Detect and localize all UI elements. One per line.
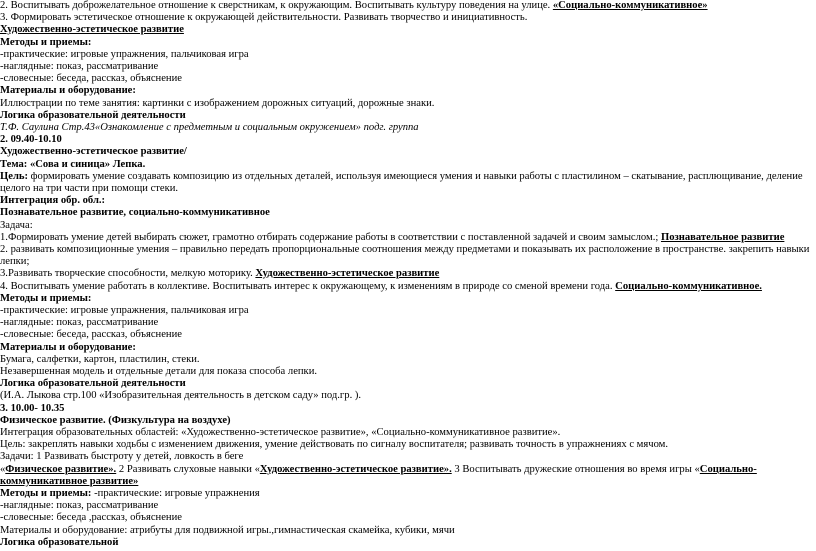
body-text: Незавершенная модель и отдельные детали для показа способа лепки. (0, 366, 318, 377)
text-line (0, 390, 816, 402)
body-text: Материалы и оборудование: атрибуты для подвижной игры.,гимнастическая скамейка, кубики, мячи (0, 525, 455, 536)
bold-text: Материалы и оборудование: (0, 85, 136, 96)
text-line (0, 171, 816, 183)
body-text: 4. Воспитывать умение работать в коллективе. Воспитывать интерес к окружающему, к изменениям в природе со сменой времени года. (0, 281, 616, 292)
text-line (0, 183, 816, 195)
text-line (0, 37, 816, 49)
bold-text: Цель: (0, 171, 29, 182)
text-line (0, 207, 816, 219)
underlined-bold-text: Познавательное развитие (660, 232, 785, 243)
text-line (0, 146, 816, 158)
text-line (0, 256, 816, 268)
text-line (0, 73, 816, 85)
text-line (0, 305, 816, 317)
body-text: -практические: игровые упражнения, пальчиковая игра (0, 305, 249, 316)
body-text: Задача: (0, 220, 33, 231)
text-line (0, 464, 816, 476)
body-text: Интеграция образовательных областей: «Художественно-эстетическое развитие», «Социально-коммуникативное развитие». (0, 427, 561, 438)
bold-text: Материалы и оборудование: (0, 342, 136, 353)
text-line (0, 537, 816, 549)
body-text: -наглядные: показ, рассматривание (0, 61, 159, 72)
text-line (0, 281, 816, 293)
body-text: Иллюстрации по теме занятия: картинки с изображением дорожных ситуаций, дорожные знаки. (0, 98, 435, 109)
body-text: формировать умение создавать композицию из отдельных деталей, используя имеющиеся умения и навыки работы с пластилином – скатывание, расплющивание, деление (28, 171, 803, 182)
text-line (0, 98, 816, 110)
text-line (0, 122, 816, 134)
body-text: -практические: игровые упражнения (91, 488, 260, 499)
body-text: « (0, 464, 6, 475)
underlined-bold-text: коммуникативное развитие» (0, 476, 139, 487)
text-line (0, 232, 816, 244)
text-line (0, 0, 816, 12)
text-line (0, 403, 816, 415)
bold-text: Методы и приемы: (0, 293, 92, 304)
bold-text: Логика образовательной деятельности (0, 378, 186, 389)
text-line (0, 49, 816, 61)
body-text: -словесные: беседа, рассказ, объяснение (0, 73, 182, 84)
bold-text: 3. 10.00- 10.35 (0, 403, 65, 414)
text-line (0, 268, 816, 280)
text-line (0, 378, 816, 390)
body-text: 2. развивать композиционные умения – правильно передать пропорциональные соотношения между предметами и показывать их расположение в пространстве. закрепить навыки (0, 244, 810, 255)
bold-text: Художественно-эстетическое развитие/ (0, 146, 187, 157)
text-line (0, 159, 816, 171)
body-text: Цель: закреплять навыки ходьбы с изменением движения, умение действовать по сигналу воспитателя; развивать точность в упражнениях с мячом. (0, 439, 669, 450)
text-line (0, 293, 816, 305)
text-line (0, 525, 816, 537)
bold-text: Логика образовательной (0, 537, 119, 548)
text-line (0, 476, 816, 488)
underlined-bold-text: Художественно-эстетическое развитие (255, 268, 440, 279)
text-line (0, 61, 816, 73)
underlined-bold-text: Социально-коммуникативное. (615, 281, 762, 292)
body-text: -словесные: беседа, рассказ, объяснение (0, 329, 182, 340)
text-line (0, 366, 816, 378)
underlined-bold-text: Физическое развитие». (5, 464, 117, 475)
text-line (0, 134, 816, 146)
text-line (0, 195, 816, 207)
underlined-bold-text: Социально- (699, 464, 757, 475)
body-text: Задачи: 1 Развивать быстроту у детей, ловкость в беге (0, 451, 244, 462)
body-text: -словесные: беседа ,рассказ, объяснение (0, 512, 182, 523)
text-line (0, 342, 816, 354)
bold-text: Тема: «Сова и синица» Лепка. (0, 159, 146, 170)
bold-text: 2. 09.40-10.10 (0, 134, 62, 145)
body-text: 3.Развивать творческие способности, мелкую моторику. (0, 268, 256, 279)
text-line (0, 415, 816, 427)
body-text: 2. Воспитывать доброжелательное отношение к сверстникам, к окружающим. Воспитывать культуру поведения на улице. (0, 0, 553, 11)
text-line (0, 220, 816, 232)
bold-text: Физическое развитие. (Физкультура на воздухе) (0, 415, 231, 426)
body-text: 3. Формировать эстетическое отношение к окружающей действительности. Развивать творчество и инициативность. (0, 12, 528, 23)
text-line (0, 329, 816, 341)
body-text: -наглядные: показ, рассматривание (0, 500, 159, 511)
text-line (0, 317, 816, 329)
body-text: -практические: игровые упражнения, пальчиковая игра (0, 49, 249, 60)
text-line (0, 24, 816, 36)
body-text: 1.Формировать умение детей выбирать сюжет, грамотно отбирать содержание работы в соответствии с поставленной задачей и своим замыслом.; (0, 232, 661, 243)
text-line (0, 12, 816, 24)
bold-text: Методы и приемы: (0, 488, 92, 499)
text-line (0, 244, 816, 256)
body-text: лепки; (0, 256, 30, 267)
bold-text: Логика образовательной деятельности (0, 110, 186, 121)
underlined-bold-text: Художественно-эстетическое развитие (0, 24, 184, 35)
text-line (0, 500, 816, 512)
text-line (0, 110, 816, 122)
body-text: 3 Воспитывать дружеские отношения во время игры « (451, 464, 700, 475)
bold-text: Методы и приемы: (0, 37, 92, 48)
bold-text: Познавательное развитие, социально-коммуникативное (0, 207, 270, 218)
bold-text: Интеграция обр. обл.: (0, 195, 106, 206)
text-line (0, 427, 816, 439)
body-text: целого на три части при помощи стеки. (0, 183, 179, 194)
body-text: 2 Развивать слуховые навыки « (116, 464, 260, 475)
text-line (0, 512, 816, 524)
body-text: -наглядные: показ, рассматривание (0, 317, 159, 328)
italic-text: Т.Ф. Саулина Стр.43«Ознакомление с предметным и социальным окружением» подг. группа (0, 122, 419, 133)
underlined-bold-text: Художественно-эстетическое развитие». (259, 464, 452, 475)
text-line (0, 451, 816, 463)
text-line (0, 85, 816, 97)
body-text: (И.А. Лыкова стр.100 «Изобразительная деятельность в детском саду» под.гр. ). (0, 390, 362, 401)
underlined-bold-text: «Социально-коммуникативное» (552, 0, 708, 11)
body-text: Бумага, салфетки, картон, пластилин, стеки. (0, 354, 200, 365)
text-line (0, 354, 816, 366)
text-line (0, 439, 816, 451)
text-line (0, 488, 816, 500)
